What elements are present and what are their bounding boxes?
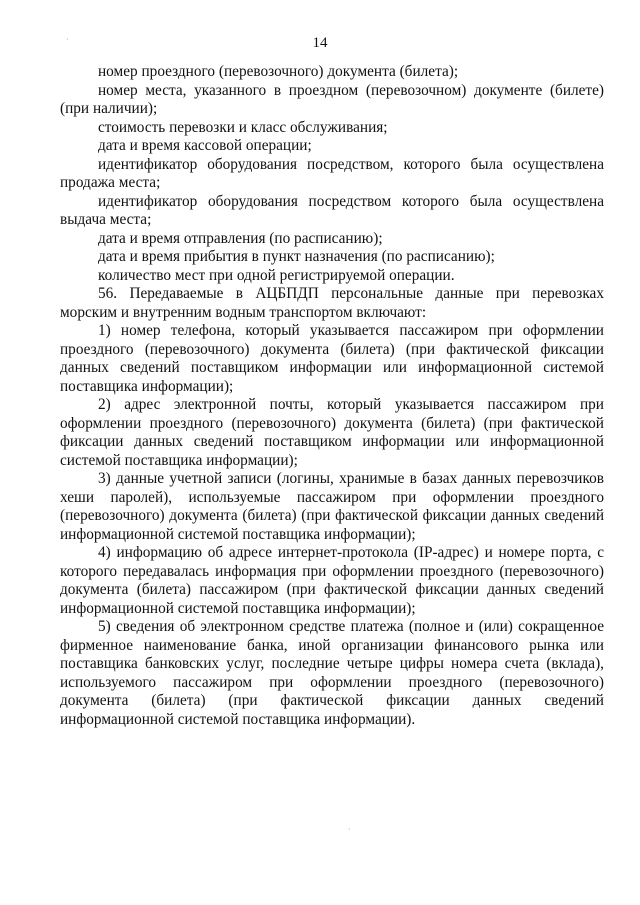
paragraph-item-2-email: 2) адрес электронной почты, который указывается пассажиром при оформлении проездного (перевозочного) документа (билета) (при фактической фиксации данных сведений поставщиком информации или информационной системой поставщика информации); [60,396,604,469]
paragraph-sale-equipment-id: идентификатор оборудования посредством, которого была осуществлена продажа места; [60,155,604,191]
scan-speck-top: · [66,35,69,44]
paragraph-issue-equipment-id: идентификатор оборудования посредством которого была осуществлена выдача места; [60,192,604,228]
paragraph-section-56: 56. Передаваемые в АЦБПДП персональные данные при перевозках морским и внутренним водным транспортом включают: [60,285,604,321]
document-body [60,63,604,729]
paragraph-arrival-time: дата и время прибытия в пункт назначения (по расписанию); [98,248,495,265]
paragraph-item-5-payment: 5) сведения об электронном средстве платежа (полное и (или) сокращенное фирменное наименование банка, иной организации финансового рынка или поставщика банковских услуг, последние четыре цифры номера счета (вклада), используемого пассажиром при оформлении проездного (перевозочного) документа (билета) (при фактической фиксации данных сведений информационной системой поставщика информации). [60,618,604,728]
paragraph-seat-count: количество мест при одной регистрируемой операции. [98,266,455,284]
paragraph-seat-number: номер места, указанного в проездном (перевозочном) документе (билете) (при наличии); [60,81,604,117]
paragraph-fare-class: стоимость перевозки и класс обслуживания; [98,118,388,136]
page-number: 14 [312,35,328,51]
paragraph-departure-time: дата и время отправления (по расписанию); [98,229,383,247]
paragraph-cash-operation-time: дата и время кассовой операции; [98,137,312,154]
paragraph-item-1-phone: 1) номер телефона, который указывается пассажиром при оформлении проездного (перевозочного) документа (билета) (при фактической фиксации данных сведений поставщиком информации или информационной системой поставщика информации); [60,322,604,395]
scan-speck-bottom: · [348,825,351,834]
paragraph-ticket-number: номер проездного (перевозочного) документа (билета); [98,63,459,80]
paragraph-item-4-ip-address: 4) информацию об адресе интернет-протокола (IP-адрес) и номере порта, с которого передавалась информация при оформлении проездного (перевозочного) документа (билета) пассажиром (при фактической фиксации данных сведений информационной системой поставщика информации); [60,544,604,617]
paragraph-item-3-account: 3) данные учетной записи (логины, хранимые в базах данных перевозчиков хеши паролей), используемые пассажиром при оформлении проездного (перевозочного) документа (билета) (при фактической фиксации данных сведений информационной системой поставщика информации); [60,470,604,543]
